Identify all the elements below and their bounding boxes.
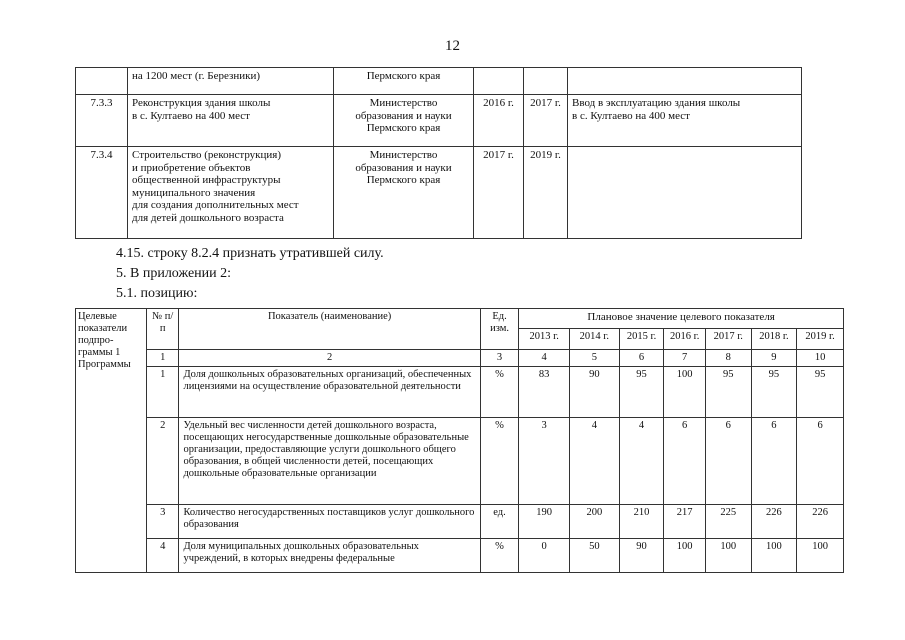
executor: Министерство образования и науки Пермского края	[334, 95, 474, 147]
value-cell: 90	[619, 539, 664, 573]
table-row	[76, 147, 802, 239]
value-cell: 210	[619, 505, 664, 539]
measure-text: на 1200 мест (г. Березники)	[128, 68, 334, 95]
header-name: Показатель (наименование)	[179, 309, 480, 350]
row-number: 3	[147, 505, 179, 539]
measure-text: Строительство (реконструкция) и приобретение объектов общественной инфраструктуры муниципального значения для создания дополнительных мест для детей дошкольного возраста	[128, 147, 334, 239]
index-cell: 9	[751, 350, 797, 367]
index-cell: 4	[519, 350, 570, 367]
measure-text: Реконструкция здания школы в с. Култаево на 400 мест	[128, 95, 334, 147]
unit: %	[480, 539, 519, 573]
row-number: 4	[147, 539, 179, 573]
end-year: 2017 г.	[524, 95, 568, 147]
unit: ед.	[480, 505, 519, 539]
value-cell: 6	[664, 418, 706, 505]
side-label: Целевые показатели подпро-граммы 1 Программы	[76, 309, 147, 573]
table-row	[76, 505, 844, 539]
value-cell: 95	[705, 367, 751, 418]
index-cell: 10	[797, 350, 844, 367]
measures-table	[75, 67, 802, 239]
row-number: 7.3.4	[76, 147, 128, 239]
table-row	[76, 367, 844, 418]
value-cell: 83	[519, 367, 570, 418]
start-year: 2017 г.	[474, 147, 524, 239]
value-cell: 50	[570, 539, 620, 573]
year-header: 2014 г.	[570, 329, 620, 350]
table-row	[76, 418, 844, 505]
unit: %	[480, 367, 519, 418]
value-cell: 100	[664, 367, 706, 418]
unit: %	[480, 418, 519, 505]
value-cell: 4	[570, 418, 620, 505]
value-cell: 6	[751, 418, 797, 505]
end-year	[524, 68, 568, 95]
indicators-table	[75, 308, 844, 573]
paragraph-5-1: 5.1. позицию:	[116, 286, 198, 301]
value-cell: 225	[705, 505, 751, 539]
index-cell: 1	[147, 350, 179, 367]
index-cell: 8	[705, 350, 751, 367]
row-number: 2	[147, 418, 179, 505]
result	[568, 147, 802, 239]
table-row	[76, 539, 844, 573]
executor: Министерство образования и науки Пермского края	[334, 147, 474, 239]
value-cell: 100	[751, 539, 797, 573]
row-number	[76, 68, 128, 95]
value-cell: 95	[619, 367, 664, 418]
table-row	[76, 95, 802, 147]
value-cell: 90	[570, 367, 620, 418]
year-header: 2017 г.	[705, 329, 751, 350]
value-cell: 217	[664, 505, 706, 539]
page-number: 12	[445, 38, 460, 54]
header-unit: Ед. изм.	[480, 309, 519, 350]
value-cell: 100	[664, 539, 706, 573]
value-cell: 6	[797, 418, 844, 505]
header-num: № п/п	[147, 309, 179, 350]
paragraph-4-15: 4.15. строку 8.2.4 признать утратившей силу.	[116, 246, 384, 261]
value-cell: 226	[751, 505, 797, 539]
value-cell: 95	[751, 367, 797, 418]
index-cell: 3	[480, 350, 519, 367]
index-cell: 7	[664, 350, 706, 367]
value-cell: 226	[797, 505, 844, 539]
year-header: 2018 г.	[751, 329, 797, 350]
result	[568, 68, 802, 95]
value-cell: 95	[797, 367, 844, 418]
executor: Пермского края	[334, 68, 474, 95]
value-cell: 100	[797, 539, 844, 573]
year-header: 2013 г.	[519, 329, 570, 350]
header-plan: Плановое значение целевого показателя	[519, 309, 844, 329]
indicator-name: Удельный вес численности детей дошкольного возраста, посещающих негосударственные дошкольные образовательные организации, предоставляющие услуги дошкольного общего образования, в общей численности детей, посещающих дошкольные образовательные организации	[179, 418, 480, 505]
value-cell: 6	[705, 418, 751, 505]
index-cell: 2	[179, 350, 480, 367]
start-year	[474, 68, 524, 95]
paragraph-5: 5. В приложении 2:	[116, 266, 232, 281]
year-header: 2015 г.	[619, 329, 664, 350]
row-number: 7.3.3	[76, 95, 128, 147]
index-cell: 5	[570, 350, 620, 367]
end-year: 2019 г.	[524, 147, 568, 239]
value-cell: 4	[619, 418, 664, 505]
start-year: 2016 г.	[474, 95, 524, 147]
index-cell: 6	[619, 350, 664, 367]
indicator-name: Количество негосударственных поставщиков услуг дошкольного образования	[179, 505, 480, 539]
value-cell: 0	[519, 539, 570, 573]
year-header: 2019 г.	[797, 329, 844, 350]
indicator-name: Доля муниципальных дошкольных образовательных учреждений, в которых внедрены федеральные	[179, 539, 480, 573]
value-cell: 100	[705, 539, 751, 573]
value-cell: 200	[570, 505, 620, 539]
year-header: 2016 г.	[664, 329, 706, 350]
table-row	[76, 68, 802, 95]
indicator-name: Доля дошкольных образовательных организаций, обеспеченных лицензиями на осуществление образовательной деятельности	[179, 367, 480, 418]
result: Ввод в эксплуатацию здания школы в с. Култаево на 400 мест	[568, 95, 802, 147]
row-number: 1	[147, 367, 179, 418]
value-cell: 3	[519, 418, 570, 505]
value-cell: 190	[519, 505, 570, 539]
